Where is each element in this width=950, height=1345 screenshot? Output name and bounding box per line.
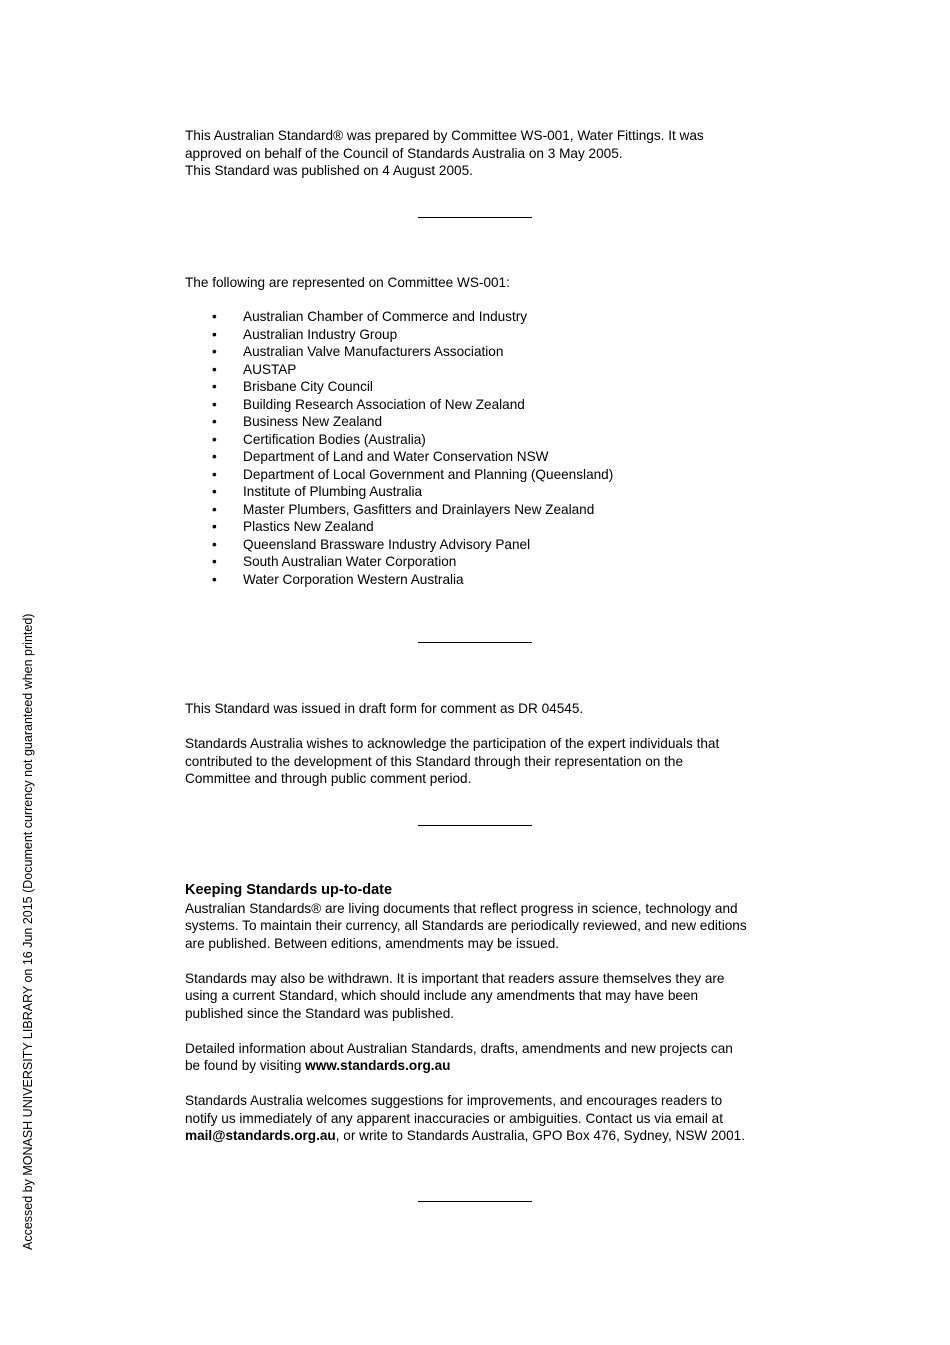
bullet-icon: • (212, 344, 217, 359)
access-side-note: Accessed by MONASH UNIVERSITY LIBRARY on 16 Jun 2015 (Document currency not guaranteed when printed) (21, 613, 35, 1250)
keeping-section (185, 882, 805, 1145)
committee-member-item (185, 361, 613, 379)
committee-member-name: Water Corporation Western Australia (243, 571, 464, 587)
committee-member-name: Building Research Association of New Zealand (243, 396, 525, 412)
keeping-p1-line-2: systems. To maintain their currency, all Standards are periodically reviewed, and new editions (185, 918, 747, 933)
bullet-icon: • (212, 396, 217, 412)
website-link[interactable]: www.standards.org.au (305, 1058, 451, 1073)
keeping-p2-line-3: published since the Standard was published. (185, 1005, 455, 1021)
keeping-p4-line-1: Standards Australia welcomes suggestions for improvements, and encourages readers to (185, 1093, 723, 1108)
committee-member-item (185, 326, 613, 344)
committee-member-item (185, 343, 613, 361)
keeping-p2-line-2: using a current Standard, which should include any amendments that may have been (185, 988, 699, 1003)
committee-member-name: Certification Bodies (Australia) (243, 431, 426, 447)
committee-member-name: AUSTAP (243, 361, 297, 377)
committee-member-name: Business New Zealand (243, 414, 383, 429)
draft-section (185, 700, 785, 788)
email-link[interactable]: mail@standards.org.au (185, 1128, 336, 1143)
preparation-line-2: approved on behalf of the Council of Standards Australia on 3 May 2005. (185, 145, 623, 161)
section-divider-2 (418, 642, 532, 643)
committee-member-name: Australian Chamber of Commerce and Industry (243, 309, 528, 324)
bullet-icon: • (212, 501, 217, 517)
committee-member-item (185, 536, 613, 554)
bullet-icon: • (212, 554, 217, 569)
committee-intro (185, 274, 785, 292)
draft-issued-text: This Standard was issued in draft form for comment as DR 04545. (185, 701, 584, 716)
keeping-p1-line-3: are published. Between editions, amendments may be issued. (185, 935, 560, 951)
bullet-icon: • (212, 536, 217, 552)
keeping-p3-line-1: Detailed information about Australian Standards, drafts, amendments and new projects can (185, 1040, 733, 1056)
committee-member-item (185, 308, 613, 326)
committee-member-item (185, 483, 613, 501)
committee-intro-text: The following are represented on Committee WS-001: (185, 275, 510, 290)
committee-member-item (185, 396, 613, 414)
bullet-icon: • (212, 484, 217, 499)
bullet-icon: • (212, 326, 217, 342)
committee-member-name: Plastics New Zealand (243, 519, 374, 534)
bullet-icon: • (212, 361, 217, 377)
committee-member-name: South Australian Water Corporation (243, 554, 457, 569)
committee-member-item (185, 466, 613, 484)
keeping-p3-prefix: be found by visiting (185, 1058, 306, 1073)
section-divider-4 (418, 1201, 532, 1202)
committee-member-item (185, 518, 613, 536)
section-divider-1 (418, 217, 532, 218)
keeping-p2-line-1: Standards may also be withdrawn. It is important that readers assure themselves they are (185, 970, 725, 986)
preparation-section (185, 127, 785, 180)
preparation-line-1: This Australian Standard® was prepared by Committee WS-001, Water Fittings. It was (185, 128, 704, 143)
bullet-icon: • (212, 309, 217, 324)
committee-member-item (185, 378, 613, 396)
committee-member-name: Department of Land and Water Conservation NSW (243, 449, 549, 464)
committee-member-name: Department of Local Government and Planning (Queensland) (243, 466, 614, 482)
committee-member-list (185, 308, 613, 588)
committee-member-item (185, 501, 613, 519)
bullet-icon: • (212, 431, 217, 447)
committee-member-name: Master Plumbers, Gasfitters and Drainlayers New Zealand (243, 501, 595, 517)
keeping-p4-line-2: notify us immediately of any apparent inaccuracies or ambiguities. Contact us via email at (185, 1110, 723, 1126)
keeping-p4-line-3 (185, 1127, 805, 1145)
keeping-p4-suffix: , or write to Standards Australia, GPO Box 476, Sydney, NSW 2001. (335, 1128, 746, 1143)
bullet-icon: • (212, 379, 217, 394)
preparation-line-3: This Standard was published on 4 August 2005. (185, 163, 473, 178)
acknowledgement-line-3: Committee and through public comment period. (185, 771, 472, 786)
committee-member-name: Australian Valve Manufacturers Association (243, 344, 504, 359)
keeping-heading: Keeping Standards up-to-date (185, 882, 393, 898)
keeping-p3-line-2 (185, 1057, 805, 1075)
keeping-p1-line-1: Australian Standards® are living documents that reflect progress in science, technology and (185, 900, 738, 916)
acknowledgement-line-2: contributed to the development of this Standard through their representation on the (185, 753, 684, 769)
section-divider-3 (418, 825, 532, 826)
committee-member-item (185, 553, 613, 571)
committee-member-name: Queensland Brassware Industry Advisory Panel (243, 536, 531, 552)
committee-member-name: Institute of Plumbing Australia (243, 484, 423, 499)
committee-member-item (185, 431, 613, 449)
bullet-icon: • (212, 519, 217, 534)
bullet-icon: • (212, 571, 217, 587)
bullet-icon: • (212, 414, 217, 429)
acknowledgement-line-1: Standards Australia wishes to acknowledge the participation of the expert individuals that (185, 736, 720, 751)
committee-member-item (185, 571, 613, 589)
committee-member-name: Australian Industry Group (243, 326, 398, 342)
committee-member-item (185, 413, 613, 431)
committee-member-item (185, 448, 613, 466)
bullet-icon: • (212, 466, 217, 482)
bullet-icon: • (212, 449, 217, 464)
committee-member-name: Brisbane City Council (243, 379, 373, 394)
